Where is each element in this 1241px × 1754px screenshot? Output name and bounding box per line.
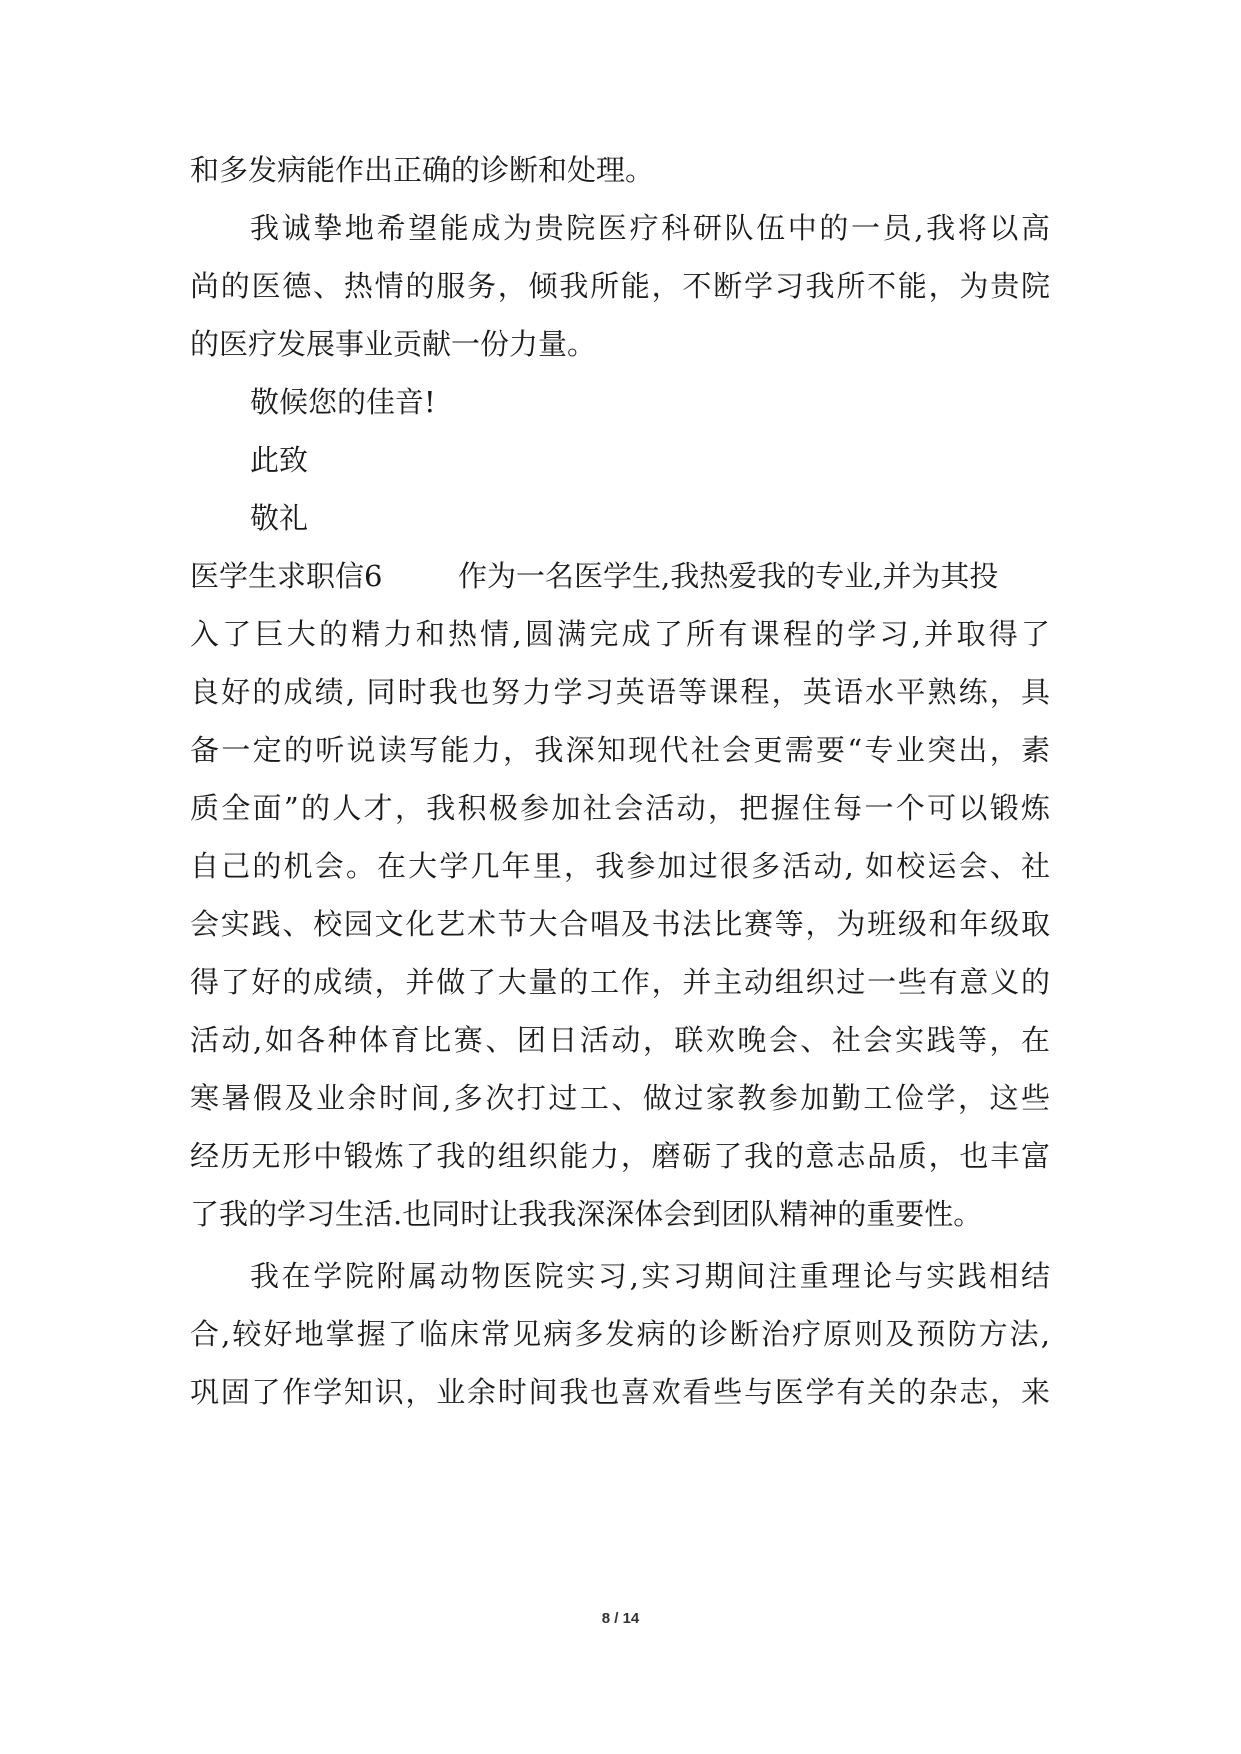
section-heading: 医学生求职信6 <box>190 559 383 593</box>
closing-line: 敬候您的佳音! <box>250 385 436 419</box>
salutation-line: 敬礼 <box>250 501 309 535</box>
text-line: 的医疗发展事业贡献一份力量。 <box>190 327 597 361</box>
text-line: 入了巨大的精力和热情,圆满完成了所有课程的学习,并取得了 <box>190 617 1050 651</box>
text-line: 自己的机会。在大学几年里，我参加过很多活动, 如校运会、社 <box>190 849 1050 883</box>
text-line: 备一定的听说读写能力，我深知现代社会更需要“专业突出，素 <box>190 733 1050 767</box>
text-line: 尚的医德、热情的服务，倾我所能，不断学习我所不能，为贵院 <box>190 269 1050 303</box>
text-line: 寒暑假及业余时间,多次打过工、做过家教参加勤工俭学，这些 <box>190 1081 1050 1115</box>
text-line: 合,较好地掌握了临床常见病多发病的诊断治疗原则及预防方法, <box>190 1317 1050 1351</box>
text-line: 活动,如各种体育比赛、团日活动，联欢晚会、社会实践等，在 <box>190 1023 1050 1057</box>
salutation-line: 此致 <box>250 443 309 477</box>
text-line: 经历无形中锻炼了我的组织能力，磨砺了我的意志品质，也丰富 <box>190 1139 1050 1173</box>
text-line: 质全面”的人才，我积极参加社会活动，把握住每一个可以锻炼 <box>190 791 1050 825</box>
text-line: 我诚挚地希望能成为贵院医疗科研队伍中的一员,我将以高 <box>250 211 1050 245</box>
section-heading-line <box>190 556 998 596</box>
page-number: 8 / 14 <box>601 1610 640 1627</box>
text-line: 作为一名医学生,我热爱我的专业,并为其投 <box>458 559 999 593</box>
text-line: 会实践、校园文化艺术节大合唱及书法比赛等，为班级和年级取 <box>190 907 1050 941</box>
text-line: 和多发病能作出正确的诊断和处理。 <box>190 153 655 187</box>
text-line: 得了好的成绩，并做了大量的工作，并主动组织过一些有意义的 <box>190 965 1050 999</box>
text-line: 巩固了作学知识，业余时间我也喜欢看些与医学有关的杂志，来 <box>190 1375 1050 1409</box>
text-line: 良好的成绩, 同时我也努力学习英语等课程，英语水平熟练，具 <box>190 675 1050 709</box>
text-line: 我在学院附属动物医院实习,实习期间注重理论与实践相结 <box>250 1259 1050 1293</box>
text-line: 了我的学习生活.也同时让我我深深体会到团队精神的重要性。 <box>190 1197 983 1231</box>
